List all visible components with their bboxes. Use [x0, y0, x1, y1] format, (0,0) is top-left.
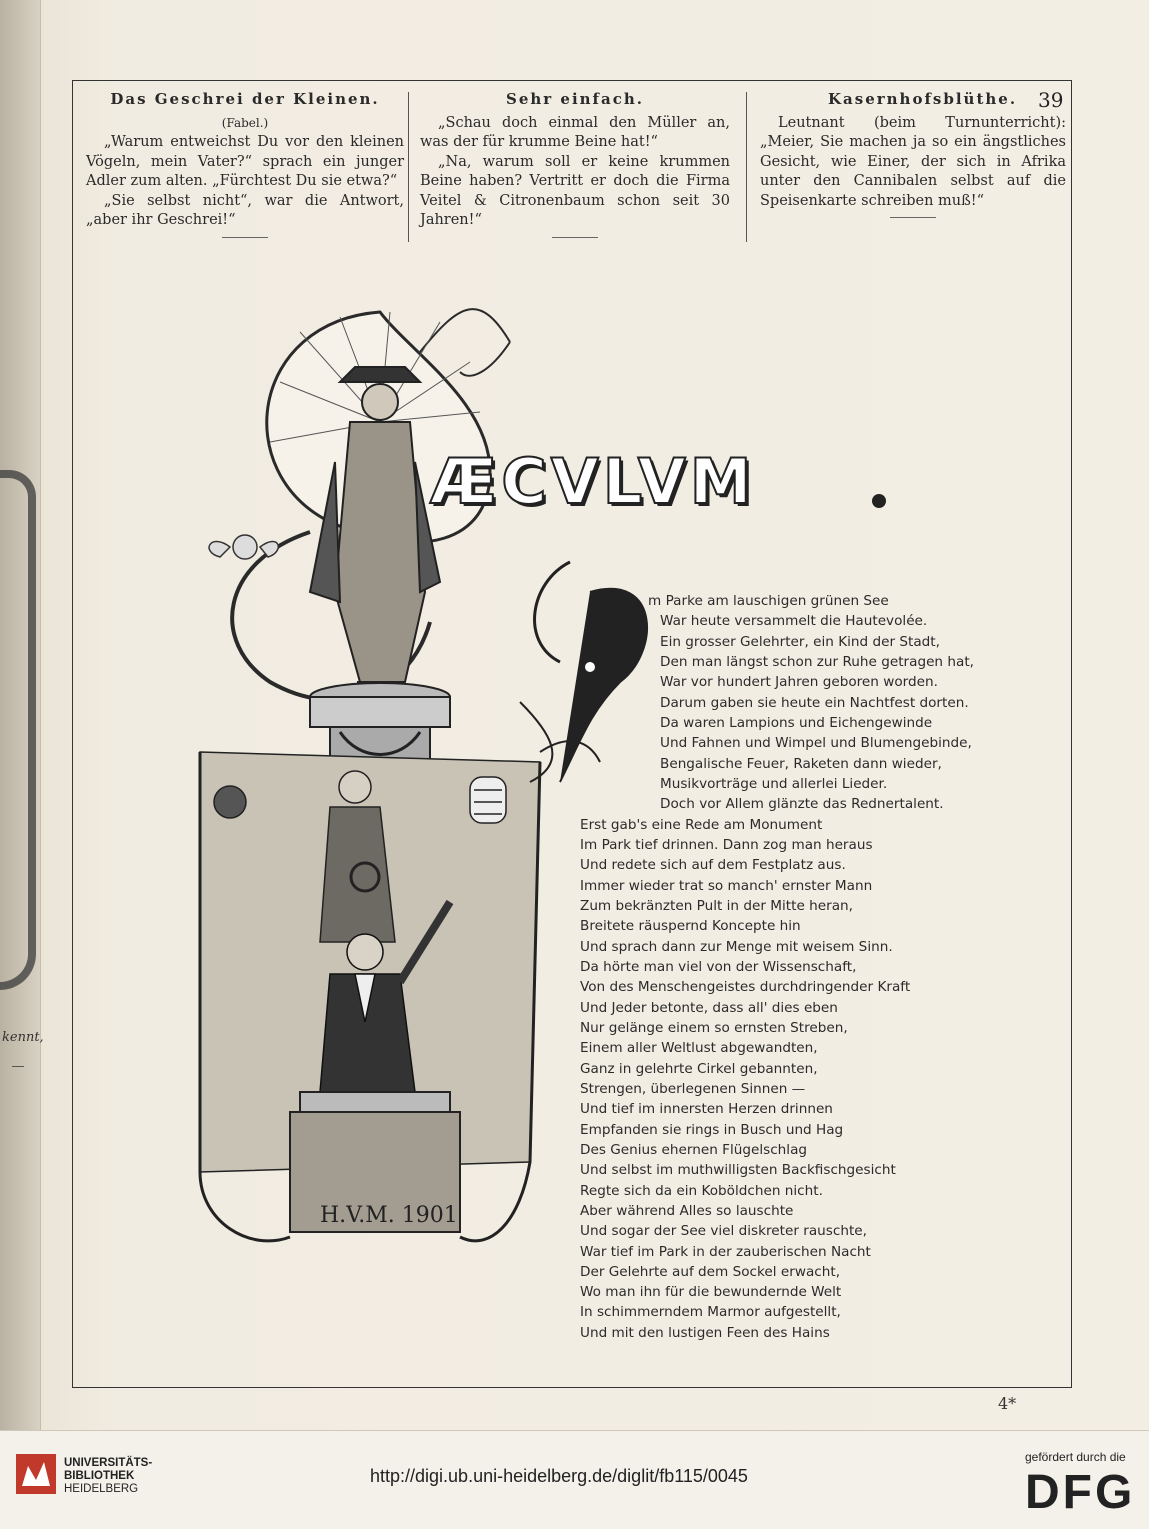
dfg-logo[interactable]: DFG — [1025, 1466, 1136, 1519]
end-rule — [222, 237, 268, 238]
university-library-name[interactable] — [64, 1457, 152, 1496]
poem-line: Ein grosser Gelehrter, ein Kind der Stadt, — [660, 633, 940, 650]
poem-line: Des Genius ehernen Flügelschlag — [580, 1141, 808, 1158]
poem-line: Nur gelänge einem so ernsten Streben, — [580, 1019, 848, 1036]
poem-line: Und tief im innersten Herzen drinnen — [580, 1101, 833, 1118]
poem-line: Regte sich da ein Koböldchen nicht. — [580, 1182, 823, 1199]
column-fable — [86, 90, 404, 238]
illustration-signature: H.V.M. 1901 — [320, 1203, 458, 1228]
poem-line: Und selbst im muthwilligsten Backfischgesicht — [580, 1162, 896, 1179]
poem-line: Bengalische Feuer, Raketen dann wieder, — [660, 755, 942, 772]
poem-line: War heute versammelt die Hautevolée. — [660, 613, 928, 630]
end-rule — [890, 217, 936, 218]
university-line: BIBLIOTHEK — [64, 1470, 135, 1482]
poem-line: m Parke am lauschigen grünen See — [648, 593, 889, 609]
title-period — [872, 494, 886, 508]
end-rule — [552, 237, 598, 238]
paragraph: „Sie selbst nicht“, war die Antwort, „aber ihr Geschrei!“ — [86, 192, 404, 228]
winged-cherub — [209, 535, 278, 559]
poem-line: Und Fahnen und Wimpel und Blumengebinde, — [660, 735, 972, 752]
previous-page-ornament — [0, 470, 36, 990]
column-title: Kasernhofsblüthe. — [828, 90, 1018, 108]
poem-line: Den man längst schon zur Ruhe getragen hat, — [660, 653, 974, 670]
poem-line: Darum gaben sie heute ein Nachtfest dorten. — [660, 694, 969, 711]
poem-line: War tief im Park in der zauberischen Nacht — [580, 1243, 871, 1260]
poem-line: Von des Menschengeistes durchdringender Kraft — [580, 979, 911, 996]
column-separator — [408, 92, 409, 242]
paragraph: Leutnant (beim Turnunterricht): „Meier, Sie machen ja so ein ängstliches Gesicht, wie Einer, der sich in Afrika unter den Cannibalen selbst auf die Speisenkarte schreiben muß!“ — [760, 114, 1066, 209]
poem-line: Und mit den lustigen Feen des Hains — [580, 1324, 830, 1341]
column-separator — [746, 92, 747, 242]
poem-line: Aber während Alles so lauschte — [580, 1202, 794, 1219]
poem-line: Wo man ihn für die bewundernde Welt — [580, 1284, 842, 1301]
column-kasernhof — [760, 90, 1066, 218]
document-url-link[interactable]: http://digi.ub.uni-heidelberg.de/diglit/fb115/0045 — [370, 1466, 748, 1486]
poem-line: Immer wieder trat so manch' ernster Mann — [580, 877, 873, 894]
poem-line: Empfanden sie rings in Busch und Hag — [580, 1121, 844, 1138]
paragraph: „Schau doch einmal den Müller an, was der für krumme Beine hat!“ — [420, 114, 730, 150]
column-sehr-einfach — [420, 90, 730, 238]
poem-line: Und sogar der See viel diskreter rauschte, — [580, 1223, 867, 1240]
previous-page-text-fragment: kennt, — [2, 1030, 44, 1045]
poem-line: Der Gelehrte auf dem Sockel erwacht, — [580, 1263, 841, 1280]
printer-signature: 4* — [998, 1394, 1017, 1413]
poem-line: War vor hundert Jahren geboren worden. — [660, 674, 938, 691]
poem-line: Musikvorträge und allerlei Lieder. — [660, 775, 888, 792]
poem-line: Und redete sich auf dem Festplatz aus. — [580, 857, 846, 874]
poem-line: Und sprach dann zur Menge mit weisem Sinn. — [580, 938, 893, 955]
poem-line: Im Park tief drinnen. Dann zog man heraus — [580, 836, 873, 853]
funding-note: gefördert durch die — [1025, 1450, 1126, 1464]
column-title: Sehr einfach. — [506, 90, 644, 108]
poem-line: Breitete räuspernd Koncepte hin — [580, 918, 801, 935]
poem-line: Zum bekränzten Pult in der Mitte heran, — [580, 897, 853, 914]
column-subtitle: (Fabel.) — [221, 115, 269, 130]
saeculum-title: ÆCVLVM — [430, 445, 756, 518]
university-seal-icon[interactable] — [14, 1452, 58, 1496]
poem-line: Doch vor Allem glänzte das Rednertalent. — [660, 796, 944, 813]
column-title: Das Geschrei der Kleinen. — [110, 90, 380, 108]
poem-line: In schimmerndem Marmor aufgestellt, — [580, 1304, 841, 1321]
poem-line: Ganz in gelehrte Cirkel gebannten, — [580, 1060, 818, 1077]
paragraph: „Warum entweichst Du vor den kleinen Vögeln, mein Vater?“ sprach ein junger Adler zum alten. „Fürchtest Du sie etwa?“ — [86, 134, 404, 189]
page-number: 39 — [1038, 88, 1064, 112]
poem-line: Da waren Lampions und Eichengewinde — [660, 714, 933, 731]
poem-line: Da hörte man viel von der Wissenschaft, — [580, 958, 857, 975]
poem-line: Strengen, überlegenen Sinnen — — [580, 1080, 806, 1097]
poem-line: Und Jeder betonte, dass all' dies eben — [580, 999, 838, 1016]
poem-line: Einem aller Weltlust abgewandten, — [580, 1040, 818, 1057]
poem-line: Erst gab's eine Rede am Monument — [580, 816, 823, 833]
poem — [580, 591, 1000, 1343]
university-line: HEIDELBERG — [64, 1483, 139, 1495]
paragraph: „Na, warum soll er keine krummen Beine haben? Vertritt er doch die Firma Veitel & Citronenbaum schon seit 30 Jahren!“ — [420, 153, 730, 228]
university-line: UNIVERSITÄTS- — [64, 1457, 153, 1469]
previous-page-dash — [12, 1066, 24, 1067]
